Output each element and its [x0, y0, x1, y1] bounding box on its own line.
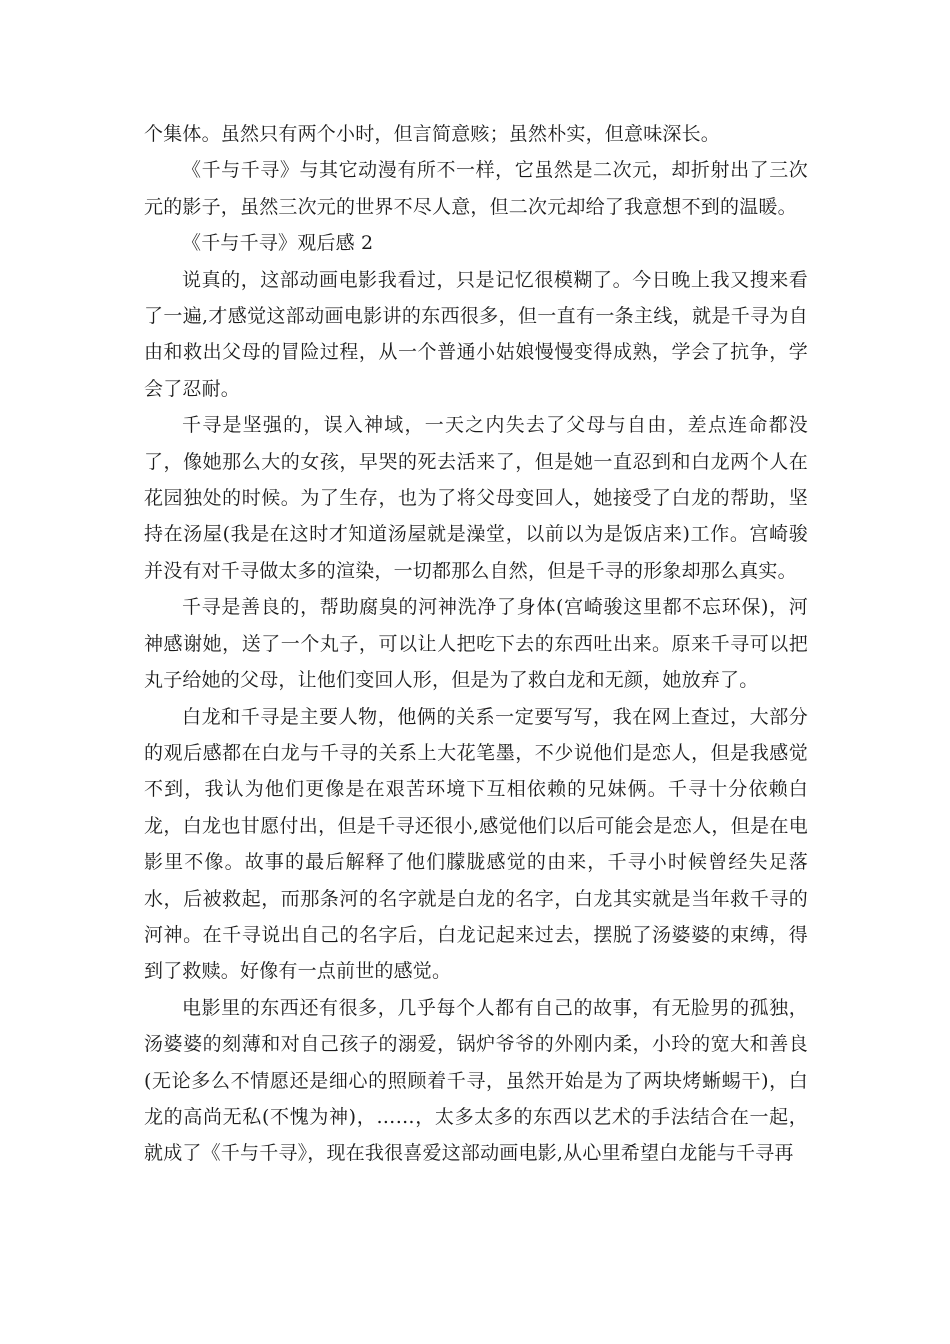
section-heading: 《千与千寻》观后感 2: [182, 232, 374, 255]
paragraph: 白龙和千寻是主要人物，他俩的关系一定要写写，我在网上查过，大部分的观后感都在白龙与千寻的关系上大花笔墨，不少说他们是恋人，但是我感觉不到，我认为他们更像是在艰苦环境下互相依赖的兄妹俩。千寻十分依赖白龙，白龙也甘愿付出，但是千寻还很小,感觉他们以后可能会是恋人，但是在电影里不像。故事的最后解释了他们朦胧感觉的由来，千寻小时候曾经失足落水，后被救起，而那条河的名字就是白龙的名字，白龙其实就是当年救千寻的河神。在千寻说出自己的名字后，白龙记起来过去，摆脱了汤婆婆的束缚，得到了救赎。好像有一点前世的感觉。: [144, 705, 808, 983]
paragraph-continuation: 个集体。虽然只有两个小时，但言简意赅；虽然朴实，但意味深长。: [144, 123, 721, 145]
paragraph: 千寻是善良的，帮助腐臭的河神洗净了身体(宫崎骏这里都不忘环保)，河神感谢她，送了一个丸子，可以让人把吃下去的东西吐出来。原来千寻可以把丸子给她的父母，让他们变回人形，但是为了救白龙和无颜，她放弃了。: [144, 596, 808, 692]
paragraph: 说真的，这部动画电影我看过，只是记忆很模糊了。今日晚上我又搜来看了一遍,才感觉这部动画电影讲的东西很多，但一直有一条主线，就是千寻为自由和救出父母的冒险过程，从一个普通小姑娘慢慢变得成熟，学会了抗争，学会了忍耐。: [144, 268, 808, 400]
paragraph: 千寻是坚强的，误入神域，一天之内失去了父母与自由，差点连命都没了，像她那么大的女孩，早哭的死去活来了，但是她一直忍到和白龙两个人在花园独处的时候。为了生存，也为了将父母变回人，她接受了白龙的帮助，坚持在汤屋(我是在这时才知道汤屋就是澡堂，以前以为是饭店来)工作。宫崎骏并没有对千寻做太多的渲染，一切都那么自然，但是千寻的形象却那么真实。: [144, 414, 808, 582]
paragraph: 《千与千寻》与其它动漫有所不一样，它虽然是二次元，却折射出了三次元的影子，虽然三次元的世界不尽人意，但二次元却给了我意想不到的温暖。: [144, 159, 808, 218]
document-body: [144, 116, 808, 1172]
paragraph: 电影里的东西还有很多，几乎每个人都有自己的故事，有无脸男的孤独，汤婆婆的刻薄和对自己孩子的溺爱，锅炉爷爷的外刚内柔，小玲的宽大和善良(无论多么不情愿还是细心的照顾着千寻，虽然开始是为了两块烤蜥蜴干)，白龙的高尚无私(不愧为神)，……，太多太多的东西以艺术的手法结合在一起，就成了《千与千寻》，现在我很喜爱这部动画电影,从心里希望白龙能与千寻再: [144, 996, 808, 1165]
